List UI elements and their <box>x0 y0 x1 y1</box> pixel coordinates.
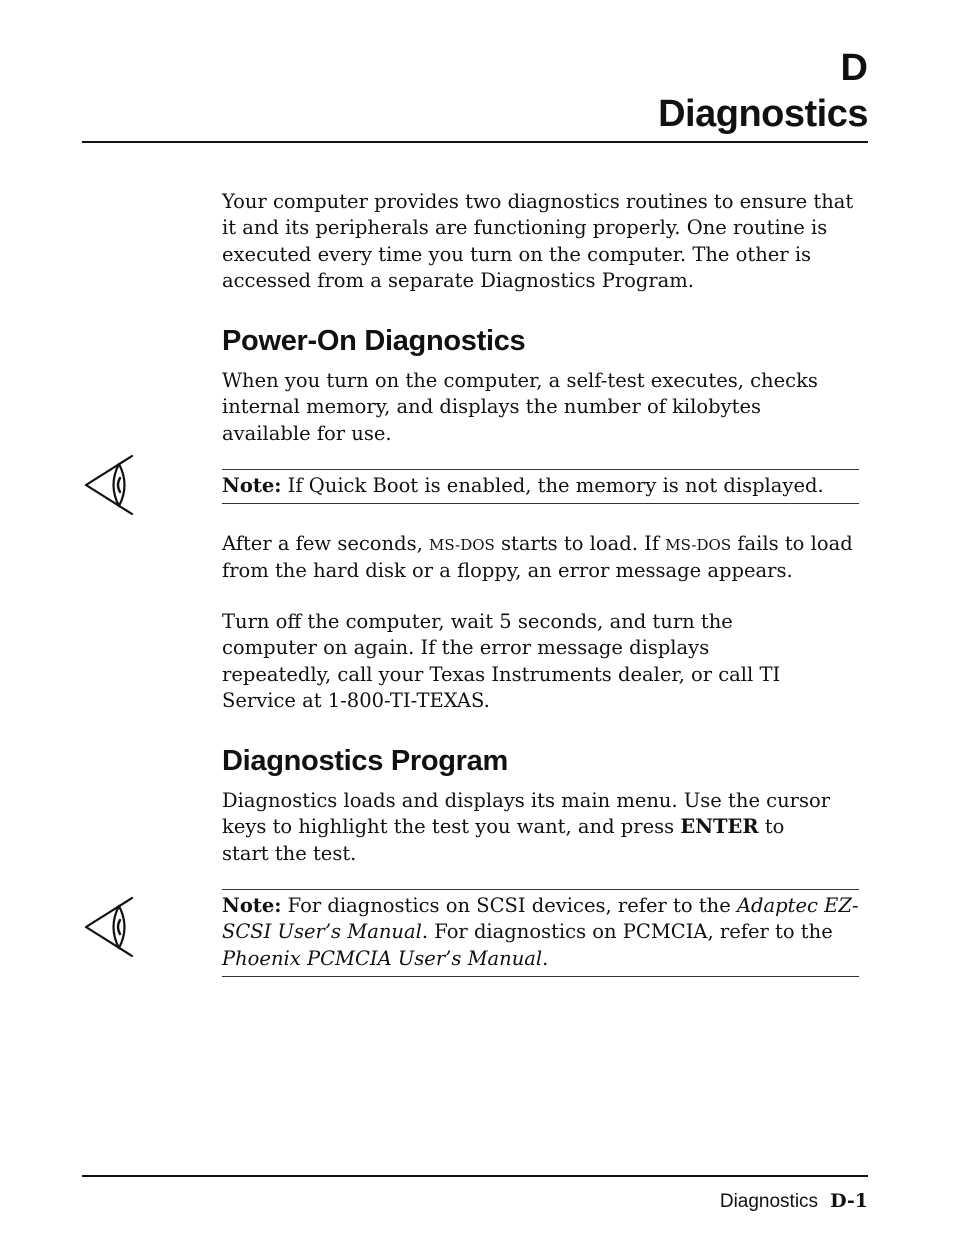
page-footer <box>720 1188 868 1215</box>
note-text-3: . <box>542 946 549 970</box>
adaptec-manual-title: Adaptec EZ-SCSI User’s Manual <box>222 894 859 944</box>
program-intro <box>222 788 832 867</box>
program-heading: Diagnostics Program <box>222 745 508 777</box>
program-text-1: Diagnostics loads and displays its main menu. Use the cursor keys to highlight the test you want, and press <box>222 789 831 839</box>
note-label: Note: <box>222 894 282 917</box>
power-on-intro <box>222 368 822 447</box>
appendix-letter: D <box>840 47 868 89</box>
footer-chapter: Diagnostics <box>719 1191 819 1212</box>
page-number: D-1 <box>830 1190 868 1212</box>
turn-off-paragraph: Turn off the computer, wait 5 seconds, and turn the computer on again. If the error message displays repeatedly, call your Texas Instruments dealer, or call TI Service at 1-800-TI-TEXAS. <box>222 610 781 712</box>
msdos-text-2: starts to load. If <box>494 532 666 555</box>
note-text: If Quick Boot is enabled, the memory is not displayed. <box>287 474 824 497</box>
footer-rule <box>82 1175 868 1177</box>
intro-paragraph: Your computer provides two diagnostics routines to ensure that it and its peripherals are functioning properly. One routine is executed every time you turn on the computer. The other is accessed from a separate Diagnostics Program. <box>222 190 854 292</box>
eye-note-icon <box>82 896 134 958</box>
msdos-text-1: After a few seconds, <box>222 532 429 555</box>
program-text-2: to start the test. <box>222 815 785 865</box>
note-manuals <box>222 889 859 977</box>
msdos-term-1: MS-DOS <box>428 536 495 554</box>
power-on-heading: Power-On Diagnostics <box>222 325 526 357</box>
note-quick-boot <box>222 469 859 504</box>
msdos-paragraph <box>222 531 872 585</box>
note-text-2: . For diagnostics on PCMCIA, refer to the <box>421 920 833 944</box>
intro-section <box>222 189 872 294</box>
program-paragraph <box>222 788 832 867</box>
enter-key-label: ENTER <box>680 815 759 839</box>
msdos-term-2: MS-DOS <box>665 536 732 554</box>
msdos-section <box>222 531 872 585</box>
msdos-text-3: fails to load from the hard disk or a floppy, an error message appears. <box>222 532 853 583</box>
header-rule <box>82 141 868 143</box>
eye-note-icon <box>82 454 134 516</box>
chapter-title: Diagnostics <box>658 93 868 135</box>
note-text-1: For diagnostics on SCSI devices, refer to the <box>281 894 737 917</box>
power-on-paragraph: When you turn on the computer, a self-test executes, checks internal memory, and displays the number of kilobytes available for use. <box>222 369 818 445</box>
note-label: Note: <box>222 474 282 497</box>
turn-off-section <box>222 609 812 714</box>
phoenix-manual-title: Phoenix PCMCIA User’s Manual <box>222 946 543 970</box>
